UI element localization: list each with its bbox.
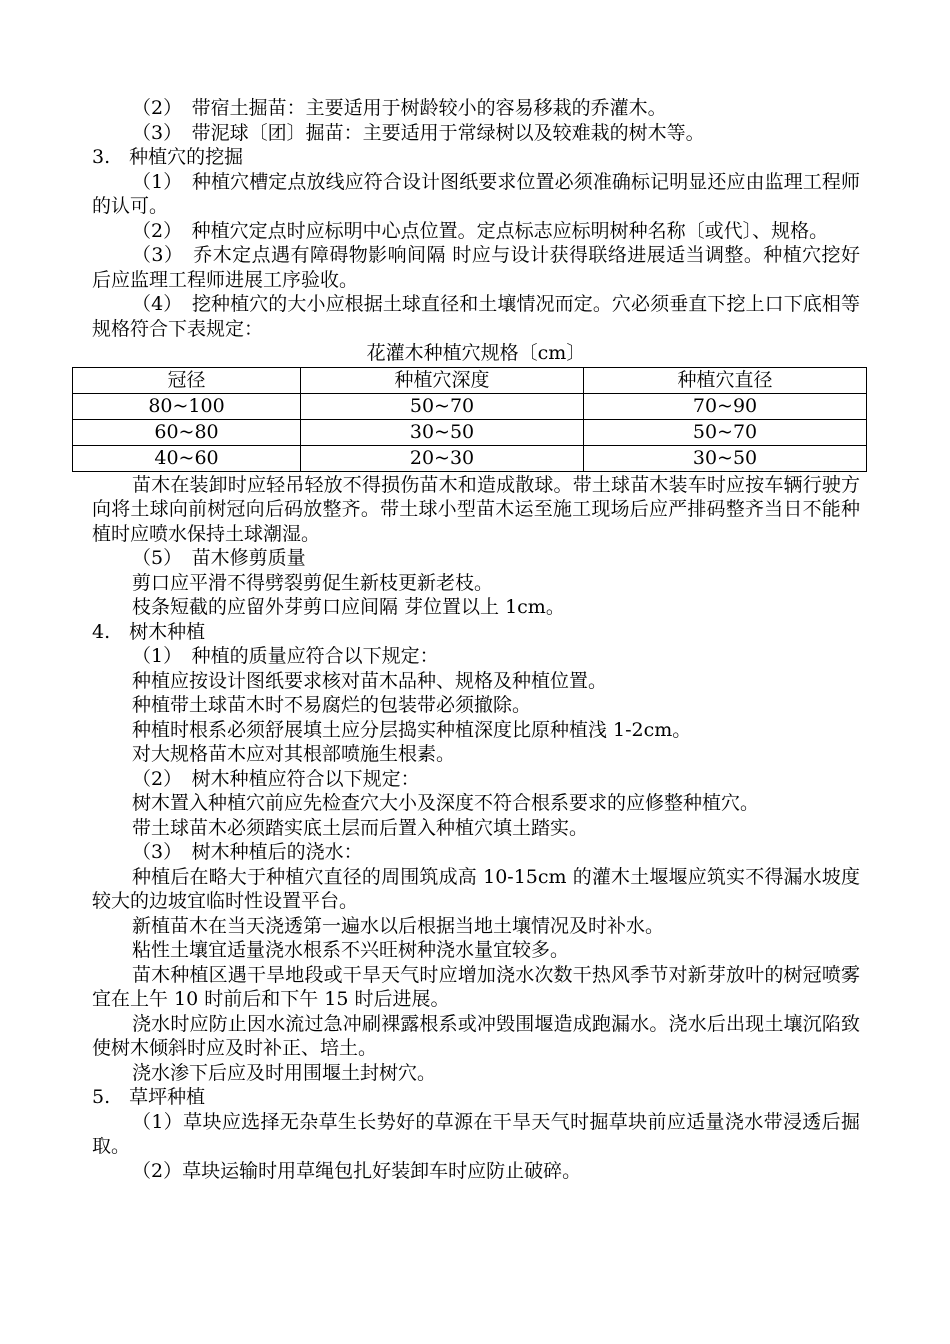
paragraph: （3） 树木种植后的浇水： <box>132 841 363 863</box>
section-heading: 4. 树木种植 <box>92 620 206 643</box>
planting-hole-spec-table <box>72 367 867 472</box>
paragraph: （3） 乔木定点遇有障碍物影响间隔 时应与设计获得联络进展适当调整。种植穴挖好后应监理工程师进展工序验收。 <box>92 244 860 291</box>
table-row <box>73 393 867 419</box>
paragraph: 种植带土球苗木时不易腐烂的包装带必须撤除。 <box>132 694 532 716</box>
document-page <box>92 96 860 1183</box>
paragraph: （2） 种植穴定点时应标明中心点位置。定点标志应标明树种名称〔或代〕、规格。 <box>132 219 829 242</box>
paragraph: （5） 苗木修剪质量 <box>132 547 306 569</box>
paragraph: 种植时根系必须舒展填土应分层捣实种植深度比原种植浅 1-2cm。 <box>132 718 692 741</box>
paragraph: 剪口应平滑不得劈裂剪促生新枝更新老枝。 <box>132 571 494 594</box>
table-header-row <box>73 367 867 393</box>
paragraph: （4） 挖种植穴的大小应根据土球直径和土壤情况而定。穴必须垂直下挖上口下底相等规格符合下表规定： <box>92 293 860 340</box>
paragraph: 粘性土壤宜适量浇水根系不兴旺树种浇水量宜较多。 <box>132 939 570 961</box>
table-cell: 60~80 <box>73 419 301 445</box>
paragraph: （1） 种植的质量应符合以下规定： <box>132 645 439 667</box>
paragraph: 新植苗木在当天浇透第一遍水以后根据当地土壤情况及时补水。 <box>132 914 665 937</box>
table-cell: 50~70 <box>301 393 584 419</box>
paragraph: 种植应按设计图纸要求核对苗木品种、规格及种植位置。 <box>132 669 608 692</box>
table-cell: 80~100 <box>73 393 301 419</box>
table-cell: 30~50 <box>584 445 867 471</box>
table-header-cell: 种植穴直径 <box>584 367 867 393</box>
table-header-cell: 种植穴深度 <box>301 367 584 393</box>
table-cell: 40~60 <box>73 445 301 471</box>
paragraph: 苗木在装卸时应轻吊轻放不得损伤苗木和造成散球。带土球苗木装车时应按车辆行驶方向将土球向前树冠向后码放整齐。带土球小型苗木运至施工现场后应严排码整齐当日不能种植时应喷水保持土球潮湿。 <box>92 473 860 545</box>
paragraph: （1）草块应选择无杂草生长势好的草源在干旱天气时掘草块前应适量浇水带浸透后掘取。 <box>92 1110 860 1157</box>
section-heading: 3. 种植穴的挖掘 <box>92 146 244 168</box>
paragraph: 种植后在略大于种植穴直径的周围筑成高 10-15cm 的灌木土堰堰应筑实不得漏水坡度较大的边坡宜临时性设置平台。 <box>92 865 860 912</box>
table-cell: 50~70 <box>584 419 867 445</box>
table-row <box>73 419 867 445</box>
paragraph: 带土球苗木必须踏实底土层而后置入种植穴填土踏实。 <box>132 816 589 839</box>
paragraph: 浇水渗下后应及时用围堰土封树穴。 <box>132 1061 437 1084</box>
table-row <box>73 445 867 471</box>
table-cell: 20~30 <box>301 445 584 471</box>
section-heading: 5. 草坪种植 <box>92 1086 206 1108</box>
section-before-table <box>92 96 860 341</box>
paragraph: （1） 种植穴槽定点放线应符合设计图纸要求位置必须准确标记明显还应由监理工程师的认可。 <box>92 170 860 217</box>
paragraph: 苗木种植区遇干旱地段或干旱天气时应增加浇水次数干热风季节对新芽放叶的树冠喷雾宜在上午 10 时前后和下午 15 时后进展。 <box>92 963 860 1010</box>
paragraph: 浇水时应防止因水流过急冲刷裸露根系或冲毁围堰造成跑漏水。浇水后出现土壤沉陷致使树木倾斜时应及时补正、培土。 <box>92 1012 860 1059</box>
paragraph: 枝条短截的应留外芽剪口应间隔 芽位置以上 1cm。 <box>132 596 565 618</box>
paragraph: （3） 带泥球〔团〕掘苗：主要适用于常绿树以及较难栽的树木等。 <box>132 121 705 144</box>
paragraph: （2）草块运输时用草绳包扎好装卸车时应防止破碎。 <box>132 1159 582 1182</box>
paragraph: 对大规格苗木应对其根部喷施生根素。 <box>132 743 456 765</box>
table-caption: 花灌木种植穴规格〔cm〕 <box>366 342 586 364</box>
table-cell: 70~90 <box>584 393 867 419</box>
table-cell: 30~50 <box>301 419 584 445</box>
paragraph: （2） 带宿土掘苗：主要适用于树龄较小的容易移栽的乔灌木。 <box>132 97 667 119</box>
paragraph: 树木置入种植穴前应先检查穴大小及深度不符合根系要求的应修整种植穴。 <box>132 792 760 814</box>
table-header-cell: 冠径 <box>73 367 301 393</box>
section-after-table <box>92 473 860 1184</box>
paragraph: （2） 树木种植应符合以下规定： <box>132 767 420 790</box>
